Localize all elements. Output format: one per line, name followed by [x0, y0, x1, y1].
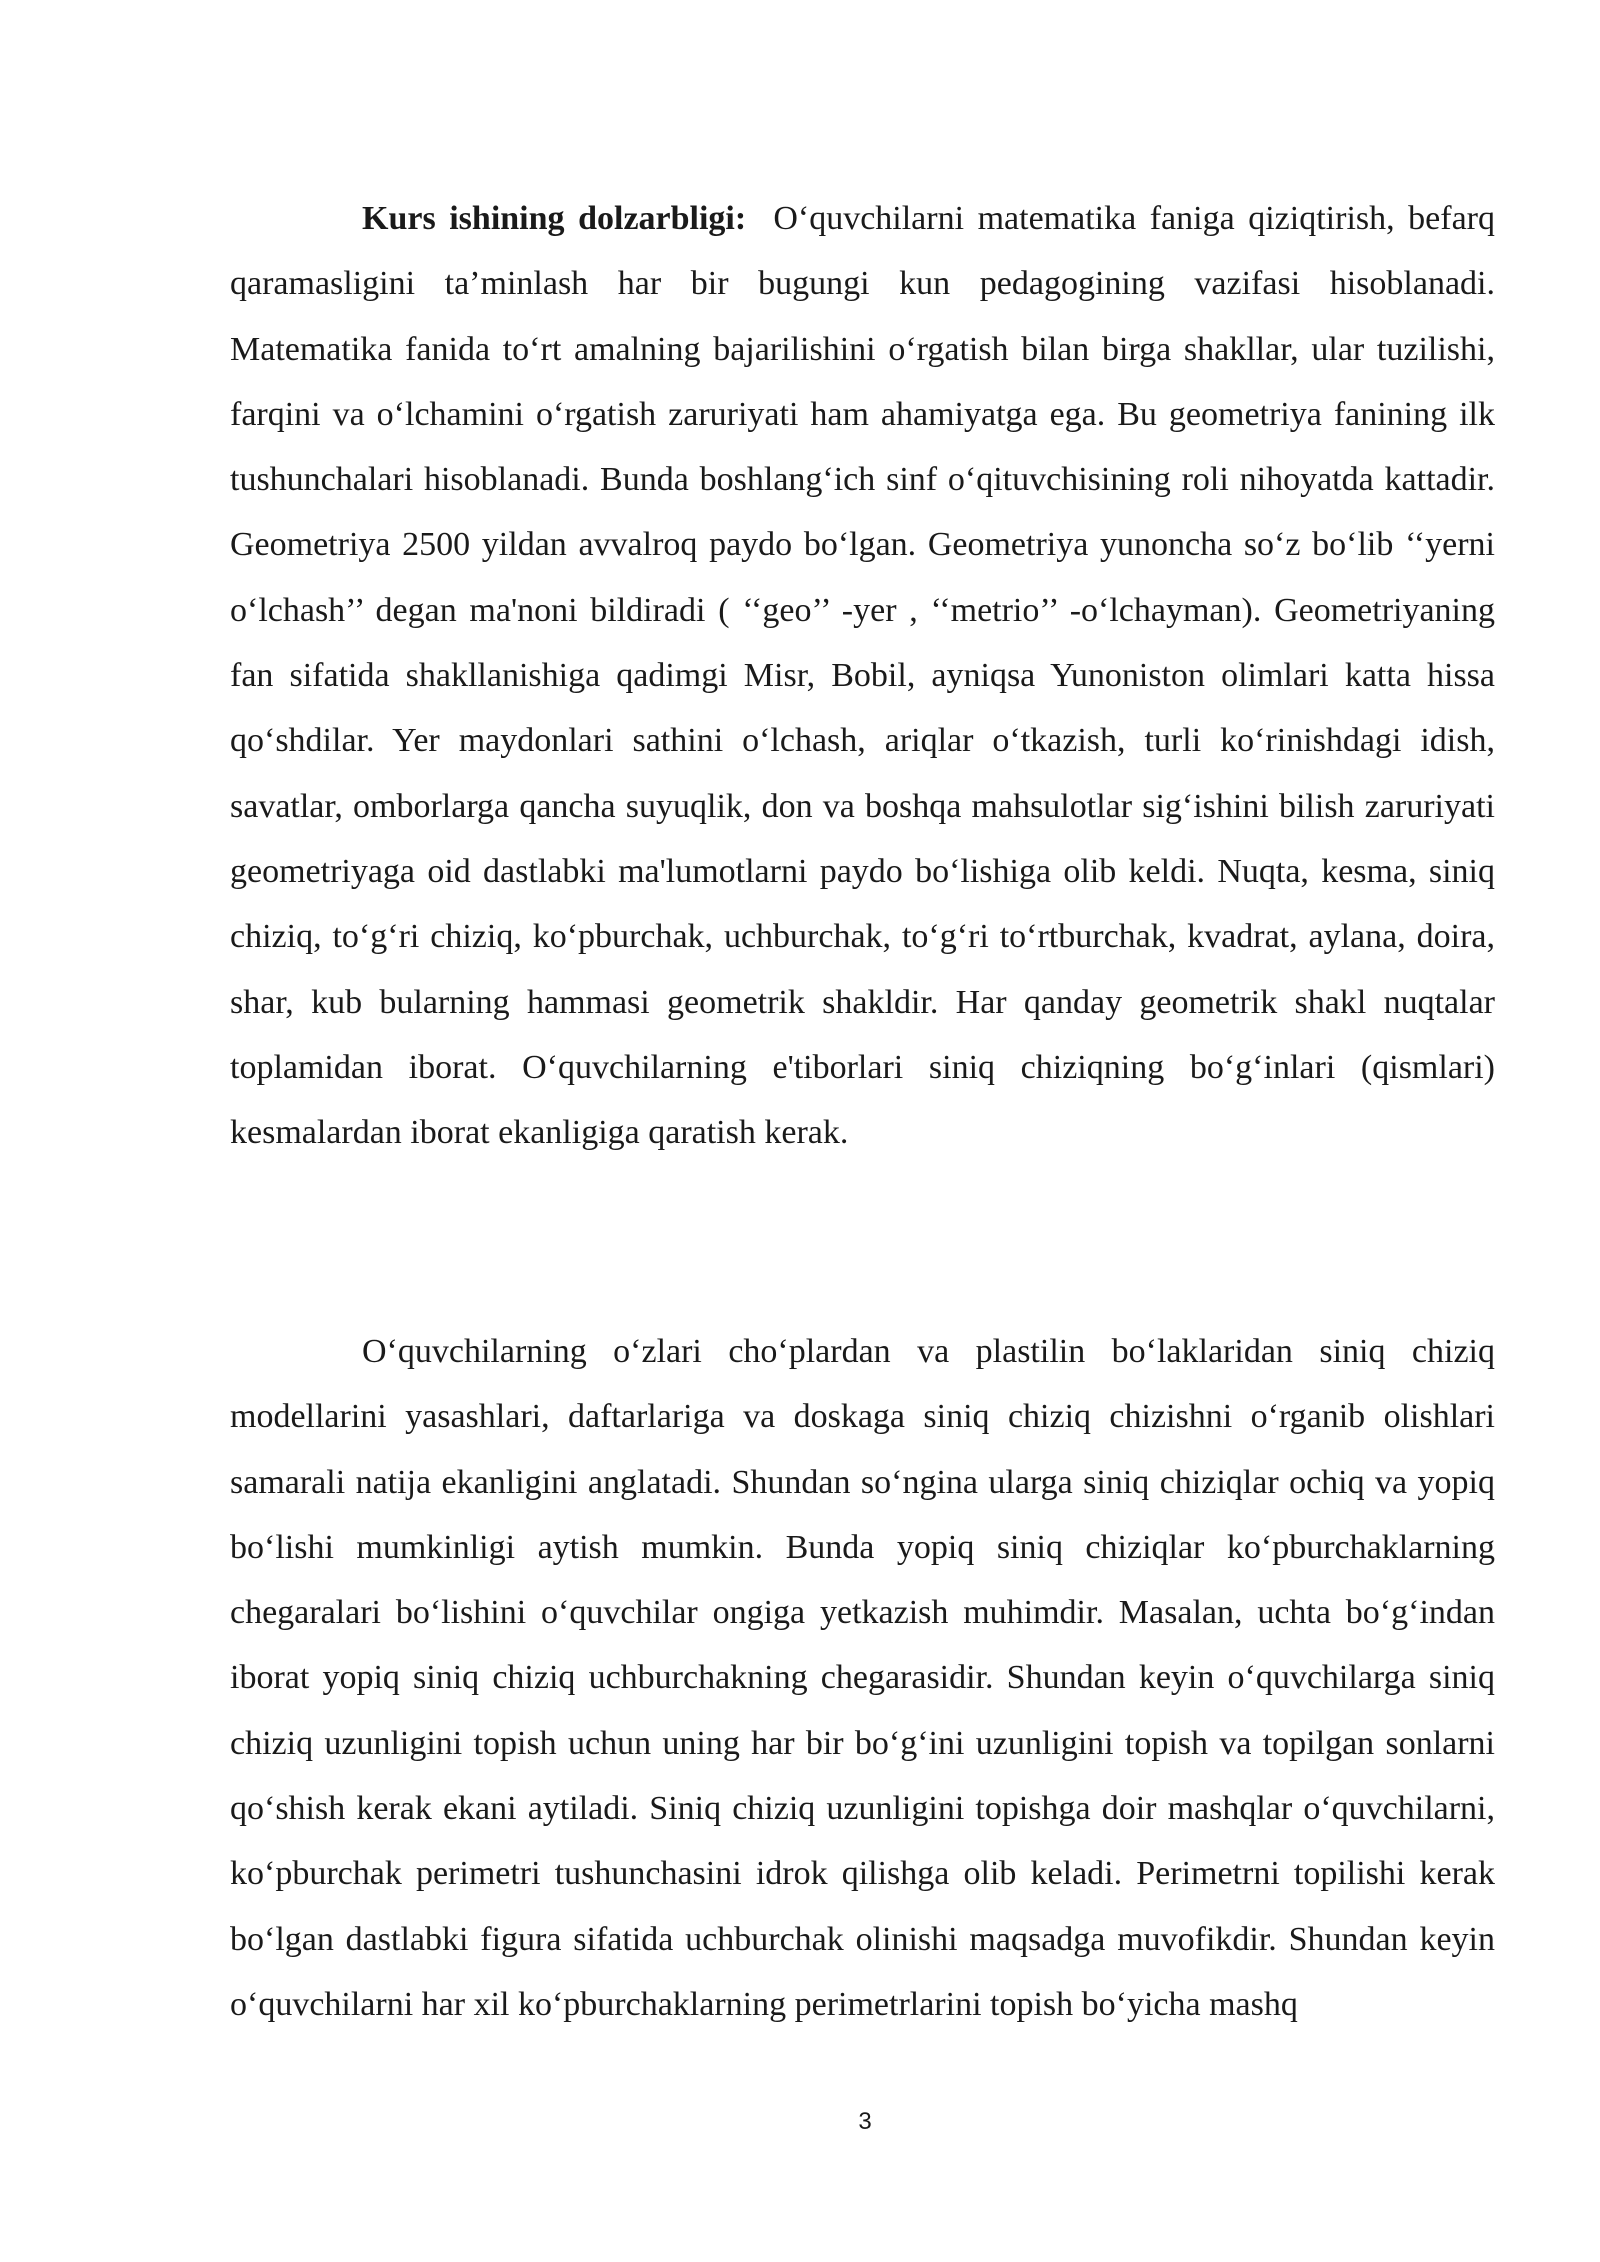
paragraph-relevance [230, 186, 1495, 1165]
paragraph-2-body: O‘quvchilarning o‘zlari cho‘plardan va plastilin bo‘laklaridan siniq chiziq modellarini yasashlari, daftarlariga va doskaga siniq chiziq chizishni o‘rganib olishlari samarali natija ekanligini anglatadi. Shundan so‘ngina ularga siniq chiziqlar ochiq va yopiq bo‘lishi mumkinligi aytish mumkin. Bunda yopiq siniq chiziqlar ko‘pburchaklarning chegaralari bo‘lishini o‘quvchilar ongiga yetkazish muhimdir. Masalan, uchta bo‘g‘indan iborat yopiq siniq chiziq uchburchakning chegarasidir. Shundan keyin o‘quvchilarga siniq chiziq uzunligini topish uchun uning har bir bo‘g‘ini uzunligini topish va topilgan sonlarni qo‘shish kerak ekani aytiladi. Siniq chiziq uzunligini topishga doir mashqlar o‘quvchilarni, ko‘pburchak perimetri tushunchasini idrok qilishga olib keladi. Perimetrni topilishi kerak bo‘lgan dastlabki figura sifatida uchburchak olinishi maqsadga muvofikdir. Shundan keyin o‘quvchilarni har xil ko‘pburchaklarning perimetrlarini topish bo‘yicha mashq [230, 1333, 1495, 2023]
paragraph-1-body: O‘quvchilarni matematika faniga qiziqtirish, befarq qaramasligini ta’minlash har bir bugungi kun pedagogining vazifasi hisoblanadi. Matematika fanida to‘rt amalning bajarilishini o‘rgatish bilan birga shakllar, ular tuzilishi, farqini va o‘lchamini o‘rgatish zaruriyati ham ahamiyatga ega. Bu geometriya fanining ilk tushunchalari hisoblanadi. Bunda boshlang‘ich sinf o‘qituvchisining roli nihoyatda kattadir. Geometriya 2500 yildan avvalroq paydo bo‘lgan. Geometriya yunoncha so‘z bo‘lib ‘‘yerni o‘lchash’’ degan ma'noni bildiradi ( ‘‘geo’’ -yer , ‘‘metrio’’ -o‘lchayman). Geometriyaning fan sifatida shakllanishiga qadimgi Misr, Bobil, ayniqsa Yunoniston olimlari katta hissa qo‘shdilar. Yer maydonlari sathini o‘lchash, ariqlar o‘tkazish, turli ko‘rinishdagi idish, savatlar, omborlarga qancha suyuqlik, don va boshqa mahsulotlar sig‘ishini bilish zaruriyati geometriyaga oid dastlabki ma'lumotlarni paydo bo‘lishiga olib keldi. Nuqta, kesma, siniq chiziq, to‘g‘ri chiziq, ko‘pburchak, uchburchak, to‘g‘ri to‘rtburchak, kvadrat, aylana, doira, shar, kub bularning hammasi geometrik shakldir. Har qanday geometrik shakl nuqtalar toplamidan iborat. O‘quvchilarning e'tiborlari siniq chiziqning bo‘g‘inlari (qismlari) kesmalardan iborat ekanligiga qaratish kerak. [230, 200, 1495, 1152]
paragraph-broken-line [230, 1319, 1495, 2037]
paragraph-1-text [230, 186, 1495, 1165]
section-heading: Kurs ishining dolzarbligi: [362, 200, 747, 237]
page-number: 3 [858, 2108, 872, 2135]
